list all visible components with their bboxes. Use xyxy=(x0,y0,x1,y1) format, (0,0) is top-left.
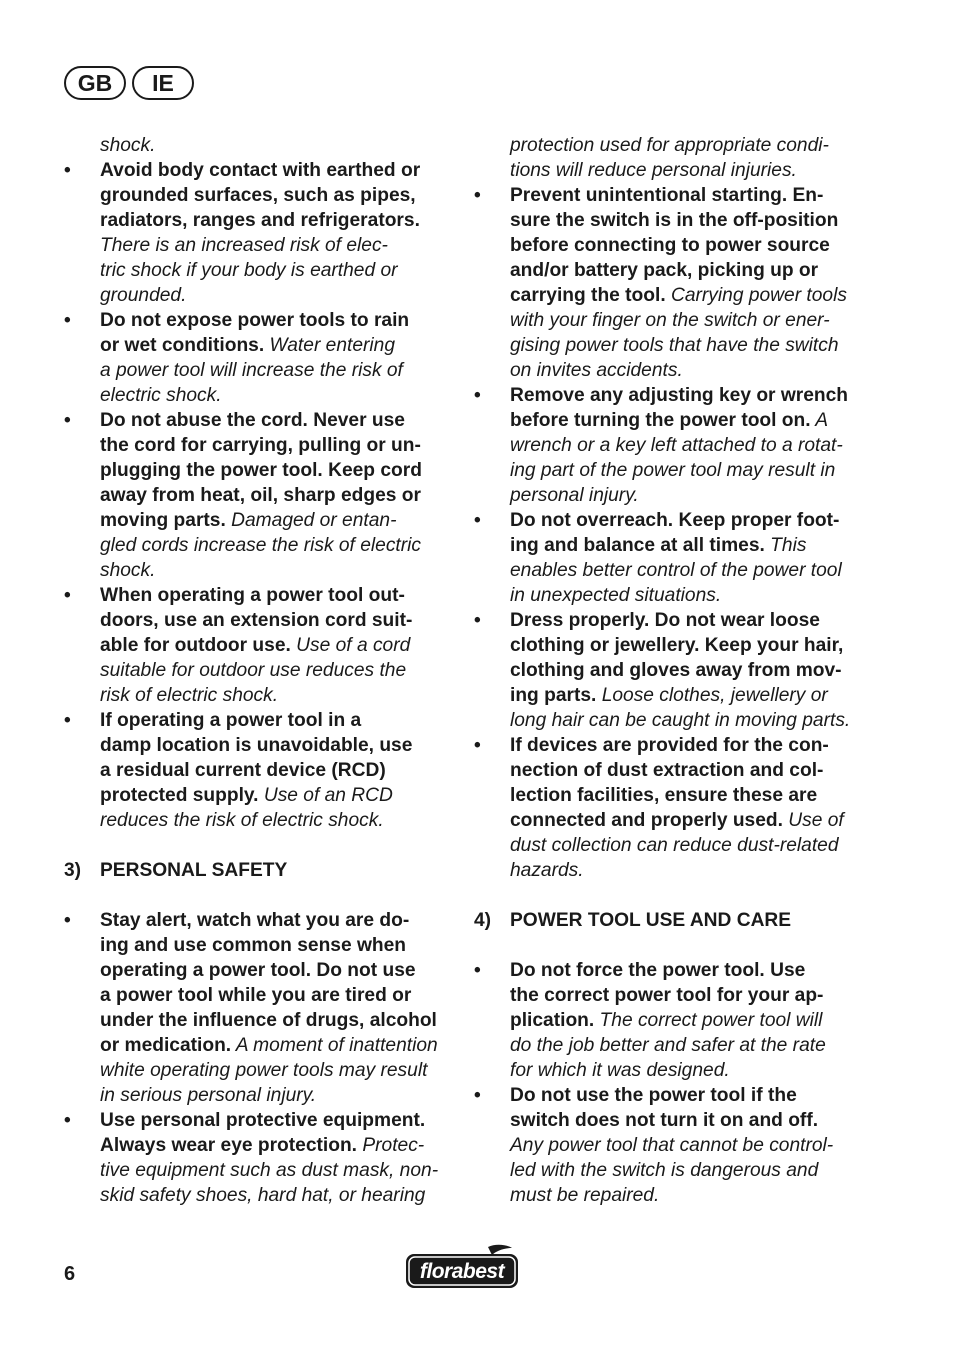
italic-text: There is an increased risk of elec- xyxy=(100,235,388,256)
text-line xyxy=(474,958,862,983)
text-line xyxy=(474,208,862,233)
text-line xyxy=(64,633,452,658)
text-line xyxy=(64,458,452,483)
bold-text: connected and properly used. xyxy=(510,810,783,831)
text-line xyxy=(474,183,862,208)
italic-text: long hair can be caught in moving parts. xyxy=(510,710,851,731)
bold-text: Remove any adjusting key or wrench xyxy=(510,385,849,406)
bold-text: moving parts. xyxy=(100,510,226,531)
bold-text: ing parts. xyxy=(510,685,597,706)
bold-text: a residual current device (RCD) xyxy=(100,760,386,781)
bold-text: Do not expose power tools to rain xyxy=(100,310,410,331)
italic-text: dust collection can reduce dust-related xyxy=(510,835,839,856)
text-line xyxy=(474,608,862,633)
spacer xyxy=(474,883,862,908)
text-line xyxy=(474,1133,862,1158)
text-line xyxy=(64,683,452,708)
italic-text: protection used for appropriate condi- xyxy=(510,135,829,156)
text-line xyxy=(474,1008,862,1033)
text-line xyxy=(64,708,452,733)
text-line xyxy=(474,858,862,883)
bold-text: Always wear eye protection. xyxy=(100,1135,357,1156)
text-line xyxy=(64,658,452,683)
bold-text: radiators, ranges and refrigerators. xyxy=(100,210,420,231)
bold-text: plugging the power tool. Keep cord xyxy=(100,460,422,481)
text-line xyxy=(64,1183,452,1208)
text-line xyxy=(64,433,452,458)
section-number: 3) xyxy=(64,860,82,881)
bold-text: damp location is unavoidable, use xyxy=(100,735,413,756)
bold-text: When operating a power tool out- xyxy=(100,585,405,606)
bold-text: If operating a power tool in a xyxy=(100,710,362,731)
text-line xyxy=(474,633,862,658)
text-line xyxy=(474,1033,862,1058)
bold-text: and/or battery pack, picking up or xyxy=(510,260,819,281)
italic-text: hazards. xyxy=(510,860,584,881)
text-line xyxy=(474,233,862,258)
italic-text: Use of a cord xyxy=(290,635,411,656)
italic-text: on invites accidents. xyxy=(510,360,683,381)
text-line xyxy=(64,408,452,433)
text-line xyxy=(64,358,452,383)
bullet-marker: • xyxy=(474,185,481,206)
text-line xyxy=(474,783,862,808)
text-line xyxy=(474,1058,862,1083)
italic-text: electric shock. xyxy=(100,385,222,406)
text-line xyxy=(474,308,862,333)
bold-text: plication. xyxy=(510,1010,595,1031)
svg-text:florabest: florabest xyxy=(419,1260,505,1283)
bold-text: sure the switch is in the off-position xyxy=(510,210,839,231)
bold-text: Do not overreach. Keep proper foot- xyxy=(510,510,840,531)
text-line xyxy=(64,958,452,983)
bold-text: POWER TOOL USE AND CARE xyxy=(510,910,792,931)
text-line xyxy=(474,833,862,858)
italic-text: must be repaired. xyxy=(510,1185,660,1206)
text-line xyxy=(64,508,452,533)
bold-text: doors, use an extension cord suit- xyxy=(100,610,413,631)
country-badges xyxy=(64,66,194,100)
bold-text: away from heat, oil, sharp edges or xyxy=(100,485,421,506)
italic-text: a power tool will increase the risk of xyxy=(100,360,403,381)
bullet-marker: • xyxy=(474,1085,481,1106)
text-line xyxy=(474,1158,862,1183)
bold-text: Do not force the power tool. Use xyxy=(510,960,806,981)
text-line xyxy=(474,383,862,408)
florabest-logo xyxy=(404,1244,520,1290)
text-line xyxy=(64,183,452,208)
text-line xyxy=(474,658,862,683)
italic-text: Any power tool that cannot be control- xyxy=(510,1135,834,1156)
bullet-marker: • xyxy=(474,735,481,756)
text-line xyxy=(64,308,452,333)
text-line xyxy=(474,433,862,458)
text-line xyxy=(64,783,452,808)
country-code-gb: GB xyxy=(64,66,126,100)
text-line xyxy=(64,158,452,183)
italic-text: gled cords increase the risk of electric xyxy=(100,535,421,556)
section-heading xyxy=(474,908,862,933)
text-line xyxy=(64,258,452,283)
bold-text: under the influence of drugs, alcohol xyxy=(100,1010,437,1031)
italic-text: Water entering xyxy=(264,335,395,356)
bold-text: Stay alert, watch what you are do- xyxy=(100,910,410,931)
text-line xyxy=(474,1083,862,1108)
text-line xyxy=(64,533,452,558)
text-line xyxy=(474,133,862,158)
text-line xyxy=(64,608,452,633)
text-line xyxy=(474,983,862,1008)
bullet-marker: • xyxy=(64,1110,71,1131)
bold-text: a power tool while you are tired or xyxy=(100,985,412,1006)
text-line xyxy=(474,283,862,308)
bold-text: the correct power tool for your ap- xyxy=(510,985,824,1006)
italic-text: ing part of the power tool may result in xyxy=(510,460,836,481)
italic-text: reduces the risk of electric shock. xyxy=(100,810,384,831)
text-line xyxy=(474,733,862,758)
bold-text: Do not abuse the cord. Never use xyxy=(100,410,405,431)
text-line xyxy=(474,258,862,283)
italic-text: Protec- xyxy=(357,1135,425,1156)
italic-text: white operating power tools may result xyxy=(100,1060,428,1081)
text-line xyxy=(474,683,862,708)
text-line xyxy=(64,1133,452,1158)
bullet-marker: • xyxy=(64,410,71,431)
text-line xyxy=(64,983,452,1008)
bold-text: Prevent unintentional starting. En- xyxy=(510,185,824,206)
bold-text: PERSONAL SAFETY xyxy=(100,860,288,881)
italic-text: skid safety shoes, hard hat, or hearing xyxy=(100,1185,426,1206)
text-line xyxy=(64,558,452,583)
text-line xyxy=(64,283,452,308)
italic-text: Loose clothes, jewellery or xyxy=(596,685,828,706)
bold-text: Do not use the power tool if the xyxy=(510,1085,797,1106)
text-line xyxy=(474,358,862,383)
text-line xyxy=(64,233,452,258)
text-line xyxy=(474,508,862,533)
bold-text: or wet conditions. xyxy=(100,335,265,356)
text-line xyxy=(64,933,452,958)
text-line xyxy=(474,708,862,733)
italic-text: with your finger on the switch or ener- xyxy=(510,310,830,331)
italic-text: suitable for outdoor use reduces the xyxy=(100,660,407,681)
italic-text: shock. xyxy=(100,560,156,581)
text-line xyxy=(474,558,862,583)
italic-text: wrench or a key left attached to a rotat- xyxy=(510,435,843,456)
bold-text: clothing or jewellery. Keep your hair, xyxy=(510,635,844,656)
text-line xyxy=(64,333,452,358)
text-line xyxy=(64,1108,452,1133)
text-line xyxy=(64,908,452,933)
text-line xyxy=(474,1183,862,1208)
text-line xyxy=(474,1108,862,1133)
text-line xyxy=(474,408,862,433)
italic-text: Use of xyxy=(782,810,844,831)
country-code-ie: IE xyxy=(132,66,194,100)
italic-text: in unexpected situations. xyxy=(510,585,722,606)
right-column xyxy=(474,133,862,1208)
italic-text: A moment of inattention xyxy=(231,1035,438,1056)
bullet-marker: • xyxy=(474,385,481,406)
italic-text: gising power tools that have the switch xyxy=(510,335,839,356)
italic-text: tric shock if your body is earthed or xyxy=(100,260,398,281)
bold-text: ing and balance at all times. xyxy=(510,535,765,556)
bold-text: grounded surfaces, such as pipes, xyxy=(100,185,416,206)
italic-text: tions will reduce personal injuries. xyxy=(510,160,797,181)
bold-text: ing and use common sense when xyxy=(100,935,406,956)
text-line xyxy=(474,458,862,483)
italic-text: do the job better and safer at the rate xyxy=(510,1035,826,1056)
italic-text: shock. xyxy=(100,135,156,156)
italic-text: A xyxy=(810,410,829,431)
bold-text: protected supply. xyxy=(100,785,259,806)
text-line xyxy=(64,733,452,758)
bullet-marker: • xyxy=(64,585,71,606)
bold-text: If devices are provided for the con- xyxy=(510,735,829,756)
page-number: 6 xyxy=(64,1263,76,1285)
text-line xyxy=(474,808,862,833)
spacer xyxy=(474,933,862,958)
text-line xyxy=(64,483,452,508)
italic-text: personal injury. xyxy=(510,485,639,506)
italic-text: The correct power tool will xyxy=(594,1010,823,1031)
text-line xyxy=(64,1008,452,1033)
text-line xyxy=(64,208,452,233)
bold-text: before turning the power tool on. xyxy=(510,410,811,431)
bold-text: able for outdoor use. xyxy=(100,635,291,656)
text-line xyxy=(474,158,862,183)
section-heading xyxy=(64,858,452,883)
bullet-marker: • xyxy=(474,510,481,531)
italic-text: for which it was designed. xyxy=(510,1060,730,1081)
italic-text: grounded. xyxy=(100,285,187,306)
bold-text: the cord for carrying, pulling or un- xyxy=(100,435,421,456)
text-line xyxy=(64,758,452,783)
left-column xyxy=(64,133,452,1208)
bold-text: switch does not turn it on and off. xyxy=(510,1110,819,1131)
italic-text: enables better control of the power tool xyxy=(510,560,842,581)
bold-text: Dress properly. Do not wear loose xyxy=(510,610,820,631)
text-line xyxy=(64,383,452,408)
bullet-marker: • xyxy=(64,910,71,931)
bold-text: lection facilities, ensure these are xyxy=(510,785,818,806)
text-line xyxy=(474,483,862,508)
bullet-marker: • xyxy=(64,160,71,181)
text-line xyxy=(64,1158,452,1183)
spacer xyxy=(64,883,452,908)
text-line xyxy=(474,533,862,558)
bold-text: clothing and gloves away from mov- xyxy=(510,660,842,681)
italic-text: Use of an RCD xyxy=(258,785,393,806)
italic-text: risk of electric shock. xyxy=(100,685,279,706)
bold-text: or medication. xyxy=(100,1035,232,1056)
bullet-marker: • xyxy=(64,310,71,331)
bold-text: Avoid body contact with earthed or xyxy=(100,160,421,181)
bold-text: carrying the tool. xyxy=(510,285,666,306)
spacer xyxy=(64,833,452,858)
text-line xyxy=(474,333,862,358)
italic-text: led with the switch is dangerous and xyxy=(510,1160,819,1181)
text-line xyxy=(64,583,452,608)
text-line xyxy=(64,1058,452,1083)
italic-text: in serious personal injury. xyxy=(100,1085,317,1106)
italic-text: Carrying power tools xyxy=(665,285,847,306)
bullet-marker: • xyxy=(64,710,71,731)
bold-text: Use personal protective equipment. xyxy=(100,1110,426,1131)
text-line xyxy=(64,133,452,158)
italic-text: Damaged or entan- xyxy=(225,510,397,531)
text-line xyxy=(64,1033,452,1058)
bold-text: nection of dust extraction and col- xyxy=(510,760,824,781)
bullet-marker: • xyxy=(474,960,481,981)
text-line xyxy=(474,758,862,783)
bold-text: before connecting to power source xyxy=(510,235,830,256)
bold-text: operating a power tool. Do not use xyxy=(100,960,416,981)
section-number: 4) xyxy=(474,910,492,931)
text-line xyxy=(64,1083,452,1108)
text-line xyxy=(474,583,862,608)
italic-text: This xyxy=(764,535,807,556)
text-line xyxy=(64,808,452,833)
italic-text: tive equipment such as dust mask, non- xyxy=(100,1160,439,1181)
bullet-marker: • xyxy=(474,610,481,631)
